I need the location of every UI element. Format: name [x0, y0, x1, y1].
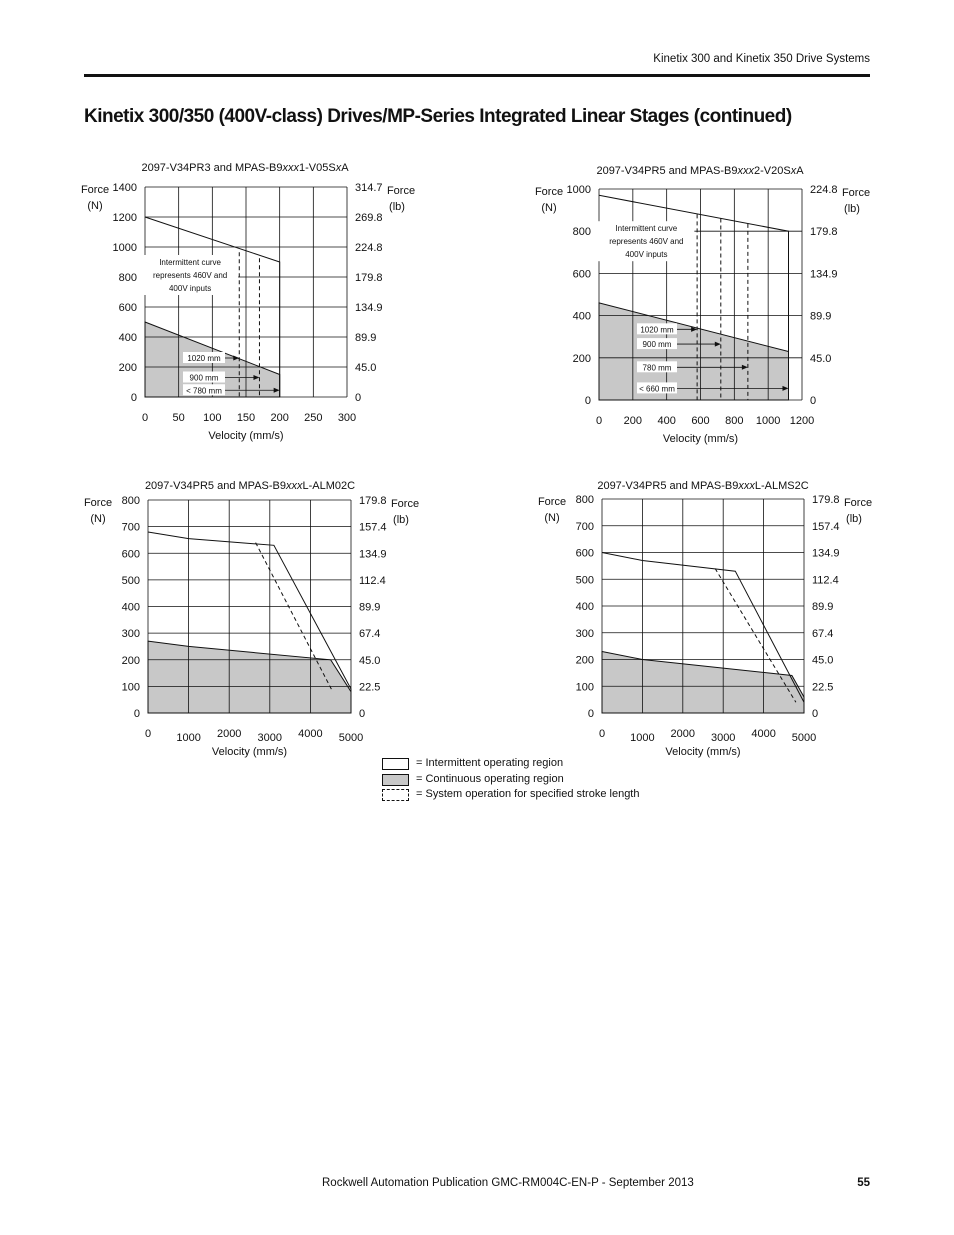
y2-axis-label: Force [386, 185, 416, 197]
y2-tick-label: 314.7 [355, 182, 383, 194]
y2-tick-label: 179.8 [355, 272, 383, 284]
x-tick-label: 400 [657, 415, 676, 427]
title-part: xxx [282, 162, 299, 174]
title-part: x [335, 162, 342, 174]
y2-axis-unit: (lb) [846, 513, 862, 525]
y-tick-label: 800 [575, 494, 594, 506]
y2-tick-label: 224.8 [810, 184, 838, 196]
title-part: 2097-V34PR3 and MPAS-B9 [141, 162, 283, 174]
y-tick-label: 400 [572, 310, 591, 323]
y-tick-label: 100 [121, 681, 140, 694]
x-tick-label: 0 [598, 728, 606, 740]
y-tick-label: 0 [587, 708, 594, 720]
x-axis-label: Velocity (mm/s) [211, 746, 288, 758]
y-tick-label: 600 [572, 268, 591, 281]
title-part: xxx [285, 480, 303, 492]
y2-tick-label: 134.9 [812, 547, 840, 560]
stroke-label: 900 mm [642, 340, 672, 350]
x-tick-label: 2000 [216, 728, 242, 740]
x-tick-label: 5000 [338, 732, 364, 744]
y-tick-label: 500 [121, 574, 140, 587]
x-tick-label: 4000 [751, 728, 776, 740]
y2-tick-label: 22.5 [359, 681, 381, 694]
y2-axis-label: Force [843, 497, 873, 509]
y-tick-label: 400 [575, 601, 594, 613]
y-tick-label: 400 [118, 332, 137, 344]
title-part: xxx [737, 165, 754, 177]
y-axis-unit: (N) [90, 513, 106, 525]
y2-tick-label: 0 [810, 395, 817, 407]
y2-axis-unit: (lb) [389, 201, 405, 213]
y-axis-label: Force [534, 186, 564, 198]
y2-tick-label: 269.8 [355, 212, 383, 224]
y-tick-label: 300 [121, 628, 140, 641]
title-part: 2-V20S [754, 165, 791, 177]
chart-title [597, 480, 808, 492]
y2-tick-label: 179.8 [359, 495, 387, 507]
x-tick-label: 3000 [710, 732, 736, 744]
y2-tick-label: 89.9 [810, 310, 832, 323]
title-part: A [796, 165, 804, 177]
x-tick-label: 200 [270, 412, 289, 424]
y2-tick-label: 45.0 [810, 352, 832, 365]
y2-axis-label: Force [390, 498, 420, 510]
annotation-text: Intermittent curve [615, 224, 678, 234]
y2-axis-unit: (lb) [393, 514, 409, 526]
title-part: 1-V05S [299, 162, 336, 174]
y2-tick-label: 45.0 [812, 654, 834, 667]
y-tick-label: 600 [121, 548, 140, 561]
title-part: 2097-V34PR5 and MPAS-B9 [144, 480, 286, 492]
running-header: Kinetix 300 and Kinetix 350 Drive Systems [653, 53, 870, 65]
y2-tick-label: 89.9 [359, 601, 381, 614]
x-tick-label: 3000 [257, 732, 283, 744]
y-tick-label: 200 [572, 352, 591, 365]
y2-tick-label: 89.9 [812, 601, 834, 613]
y-tick-label: 700 [121, 521, 140, 534]
annotation-text: Intermittent curve [159, 258, 222, 267]
y-axis-unit: (N) [87, 200, 103, 212]
y-tick-label: 800 [572, 226, 591, 239]
y-tick-label: 800 [118, 272, 137, 284]
y2-tick-label: 112.4 [359, 574, 386, 587]
legend-label: = System operation for specified stroke length [416, 788, 640, 800]
x-tick-label: 1000 [755, 415, 781, 427]
x-tick-label: 0 [144, 728, 152, 740]
title-part: L-ALM02C [302, 480, 356, 492]
legend-label: = Continuous operating region [416, 772, 564, 785]
y-tick-label: 1000 [566, 184, 591, 196]
y-tick-label: 200 [575, 654, 594, 667]
stroke-label: 780 mm [642, 363, 672, 373]
x-axis-label: Velocity (mm/s) [662, 433, 739, 445]
title-part: L-ALMS2C [754, 480, 809, 492]
x-tick-label: 800 [725, 415, 744, 427]
y2-tick-label: 45.0 [359, 654, 381, 667]
title-part: 2097-V34PR5 and MPAS-B9 [597, 480, 739, 492]
x-tick-label: 5000 [791, 732, 817, 744]
annotation-text: 400V inputs [168, 284, 212, 293]
x-tick-label: 1000 [176, 732, 201, 744]
y2-tick-label: 22.5 [812, 681, 834, 694]
y-tick-label: 400 [121, 601, 140, 614]
x-tick-label: 200 [623, 415, 643, 427]
y2-tick-label: 179.8 [810, 226, 838, 239]
y-tick-label: 700 [575, 520, 594, 533]
y2-tick-label: 0 [359, 708, 366, 720]
y-axis-label: Force [537, 496, 567, 508]
title-part: x [790, 165, 797, 177]
y-tick-label: 0 [584, 395, 591, 407]
publication-id: Rockwell Automation Publication GMC-RM004C-EN-P - September 2013 [322, 1177, 694, 1189]
y-tick-label: 0 [133, 708, 140, 720]
page-number: 55 [857, 1177, 870, 1189]
y2-axis-unit: (lb) [844, 203, 860, 215]
y2-tick-label: 157.4 [359, 521, 387, 534]
y2-tick-label: 157.4 [812, 520, 840, 533]
y-tick-label: 1400 [112, 182, 137, 194]
x-tick-label: 50 [172, 412, 185, 424]
y2-tick-label: 224.8 [355, 242, 383, 254]
y2-tick-label: 45.0 [355, 362, 377, 374]
y2-tick-label: 179.8 [812, 494, 840, 506]
y2-tick-label: 0 [812, 708, 819, 720]
x-tick-label: 600 [691, 415, 710, 427]
y2-tick-label: 67.4 [812, 627, 834, 640]
stroke-label: < 660 mm [639, 384, 675, 394]
y2-tick-label: 134.9 [355, 302, 383, 314]
y-tick-label: 600 [118, 302, 137, 314]
legend-swatch-intermittent [382, 758, 409, 770]
y-tick-label: 200 [121, 654, 140, 667]
y-axis-label: Force [83, 497, 113, 509]
legend-label: = Intermittent operating region [416, 757, 564, 769]
y2-axis-label: Force [841, 187, 871, 199]
x-tick-label: 0 [595, 415, 603, 427]
x-tick-label: 300 [337, 412, 357, 424]
annotation-text: represents 460V and [152, 271, 228, 280]
x-axis-label: Velocity (mm/s) [208, 430, 284, 442]
stroke-label: < 780 mm [186, 386, 222, 396]
y2-tick-label: 134.9 [810, 268, 838, 281]
title-part: A [341, 162, 349, 174]
x-tick-label: 1000 [630, 732, 655, 744]
stroke-label: 900 mm [189, 373, 219, 383]
y-tick-label: 600 [575, 547, 594, 560]
y-axis-label: Force [80, 184, 110, 196]
stroke-label: 1020 mm [640, 325, 674, 335]
x-tick-label: 1200 [789, 415, 815, 427]
y-tick-label: 0 [130, 392, 137, 404]
annotation-text: represents 460V and [609, 237, 684, 247]
y2-tick-label: 67.4 [359, 628, 381, 641]
y-tick-label: 100 [575, 681, 594, 694]
x-tick-label: 2000 [670, 728, 696, 740]
x-tick-label: 0 [141, 412, 149, 424]
x-tick-label: 150 [236, 412, 256, 424]
x-axis-label: Velocity (mm/s) [665, 746, 741, 758]
y2-tick-label: 112.4 [812, 574, 839, 587]
y-tick-label: 800 [121, 495, 140, 507]
y-tick-label: 1200 [112, 212, 137, 224]
y2-tick-label: 134.9 [359, 548, 387, 561]
y-tick-label: 1000 [112, 242, 137, 254]
continuous-region [602, 652, 804, 714]
stroke-label: 1020 mm [187, 354, 221, 363]
title-part: 2097-V34PR5 and MPAS-B9 [596, 165, 738, 177]
annotation-text: 400V inputs [625, 250, 668, 260]
x-tick-label: 4000 [298, 728, 323, 740]
x-tick-label: 100 [203, 412, 222, 424]
legend-swatch-continuous [382, 774, 409, 786]
title-part: xxx [738, 480, 755, 492]
page-title: Kinetix 300/350 (400V-class) Drives/MP-Series Integrated Linear Stages (continued) [84, 106, 792, 127]
y-tick-label: 300 [575, 627, 594, 640]
y-axis-unit: (N) [544, 512, 560, 524]
x-tick-label: 250 [304, 412, 323, 424]
y2-tick-label: 0 [355, 392, 362, 404]
y-axis-unit: (N) [541, 202, 557, 214]
legend-swatch-dashed [382, 789, 409, 801]
y2-tick-label: 89.9 [355, 332, 377, 344]
y-tick-label: 200 [118, 362, 137, 374]
y-tick-label: 500 [575, 574, 594, 587]
